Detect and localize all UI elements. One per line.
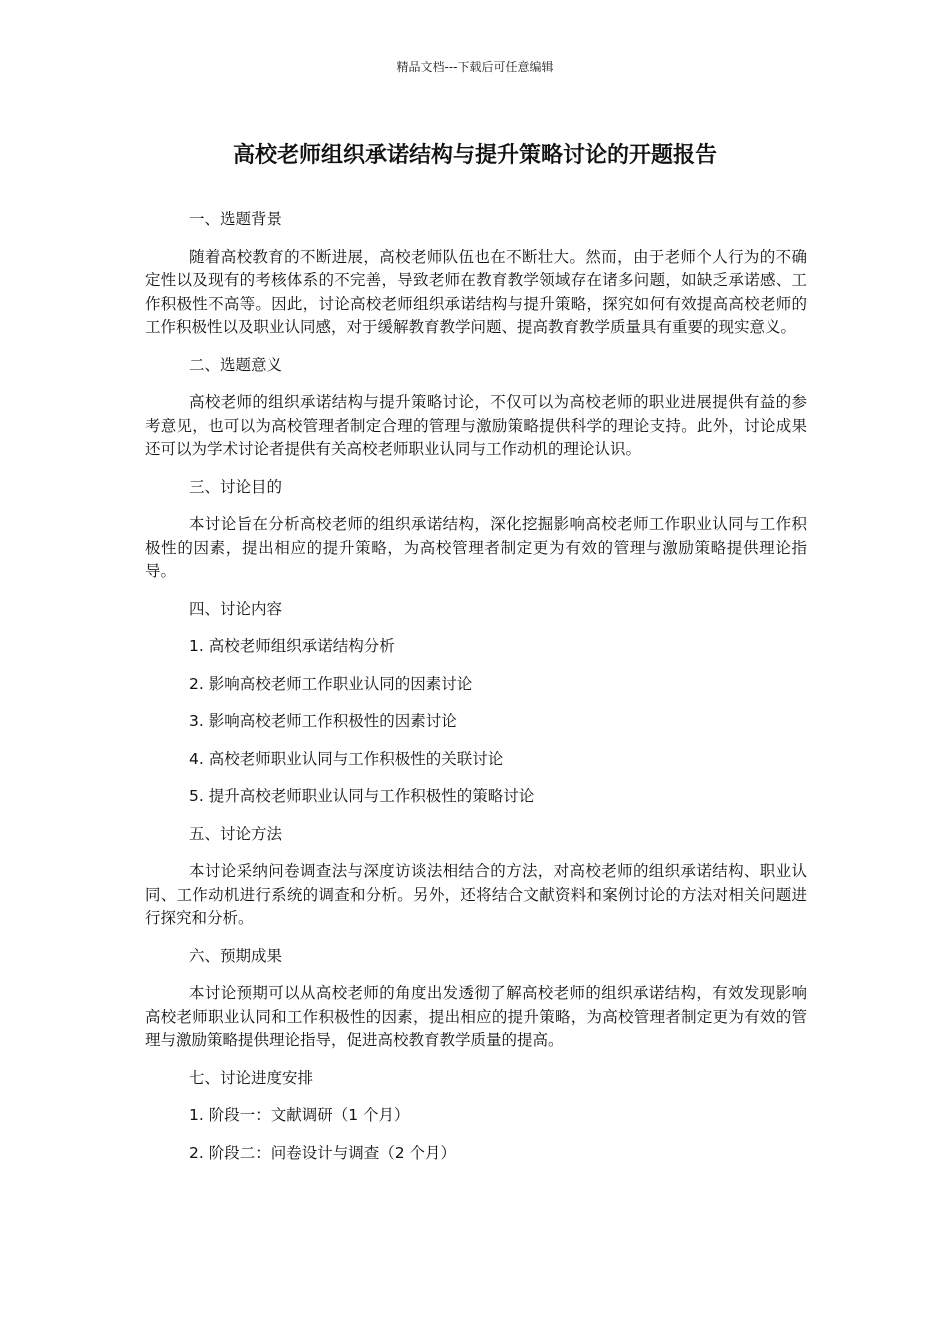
section-heading-method: 五、讨论方法 — [189, 824, 283, 843]
section-heading-purpose: 三、讨论目的 — [189, 477, 283, 496]
section-paragraph-background: 随着高校教育的不断进展，高校老师队伍也在不断壮大。然而，由于老师个人行为的不确定性以及现有的考核体系的不完善，导致老师在教育教学领域存在诸多问题，如缺乏承诺感、工作积极性不高等。因此，讨论高校老师组织承诺结构与提升策略，探究如何有效提高高校老师的工作积极性以及职业认同感，对于缓解教育教学问题、提高教育教学质量具有重要的现实意义。 — [145, 247, 807, 336]
schedule-list-item: 2. 阶段二：问卷设计与调查（2 个月） — [189, 1143, 457, 1162]
section-heading-significance: 二、选题意义 — [189, 355, 283, 374]
document-body — [145, 208, 807, 1179]
document-title: 高校老师组织承诺结构与提升策略讨论的开题报告 — [232, 143, 717, 168]
section-paragraph-significance: 高校老师的组织承诺结构与提升策略讨论，不仅可以为高校老师的职业进展提供有益的参考意见，也可以为高校管理者制定合理的管理与激励策略提供科学的理论支持。此外，讨论成果还可以为学术讨论者提供有关高校老师职业认同与工作动机的理论认识。 — [145, 393, 807, 458]
section-heading-content: 四、讨论内容 — [189, 599, 283, 618]
content-list-item: 2. 影响高校老师工作职业认同的因素讨论 — [189, 674, 473, 693]
content-list-item: 4. 高校老师职业认同与工作积极性的关联讨论 — [189, 749, 504, 768]
section-heading-results: 六、预期成果 — [189, 946, 283, 965]
page-header: 精品文档---下载后可任意编辑 — [396, 60, 554, 74]
section-paragraph-results: 本讨论预期可以从高校老师的角度出发透彻了解高校老师的组织承诺结构，有效发现影响高校老师职业认同和工作积极性的因素，提出相应的提升策略，为高校管理者制定更为有效的管理与激励策略提供理论指导，促进高校教育教学质量的提高。 — [145, 984, 807, 1049]
section-paragraph-purpose: 本讨论旨在分析高校老师的组织承诺结构，深化挖掘影响高校老师工作职业认同与工作积极性的因素，提出相应的提升策略，为高校管理者制定更为有效的管理与激励策略提供理论指导。 — [145, 515, 807, 580]
section-heading-schedule: 七、讨论进度安排 — [189, 1068, 314, 1087]
schedule-list-item: 1. 阶段一：文献调研（1 个月） — [189, 1106, 410, 1124]
section-paragraph-method: 本讨论采纳问卷调查法与深度访谈法相结合的方法，对高校老师的组织承诺结构、职业认同、工作动机进行系统的调查和分析。另外，还将结合文献资料和案例讨论的方法对相关问题进行探究和分析。 — [145, 862, 807, 927]
content-list-item: 1. 高校老师组织承诺结构分析 — [189, 637, 395, 655]
content-list-item: 3. 影响高校老师工作积极性的因素讨论 — [189, 712, 457, 730]
section-heading-background: 一、选题背景 — [189, 210, 283, 228]
content-list-item: 5. 提升高校老师职业认同与工作积极性的策略讨论 — [189, 787, 535, 805]
